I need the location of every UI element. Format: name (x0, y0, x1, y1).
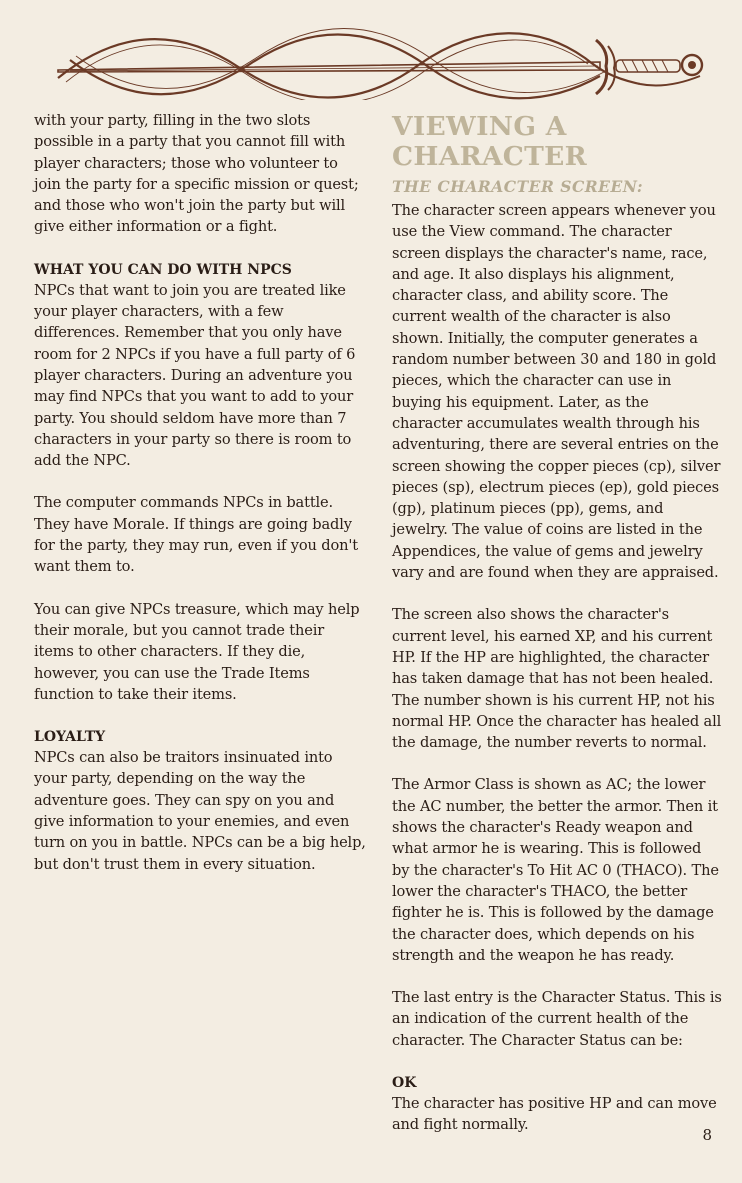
character-screen-paragraph: The character screen appears whenever you use the View command. The character screen displays the character's name, race, and age. It also displays his alignment, character class, and ability score. The current wealth of the character is also shown. Initially, the computer generates a random number between 30 and 180 in gold pieces, which the character can use in buying his equipment. Later, as the character accumulates wealth through his adventuring, there are several entries on the screen showing the copper pieces (cp), silver pieces (sp), electrum pieces (ep), gold pieces (gp), platinum pieces (pp), gems, and jewelry. The value of coins are listed in the Appendices, the value of gems and jewelry vary and are found when they are appraised. (392, 202, 721, 582)
status-ok-heading: OK (392, 1074, 417, 1091)
page-number: 8 (702, 1126, 712, 1144)
npc-battle-paragraph: The computer commands NPCs in battle. They have Morale. If things are going badly for the party, they may run, even if you don't want them to. (34, 494, 358, 576)
loyalty-paragraph: NPCs can also be traitors insinuated into your party, depending on the way the adventure goes. They can spy on you and give information to your enemies, and even turn on you in battle. NPCs can be a big help, but don't trust them in every situation. (34, 749, 366, 873)
status-ok-description: The character has positive HP and can move and fight normally. (392, 1094, 717, 1134)
character-status-paragraph: The last entry is the Character Status. This is an indication of the current health of the character. The Character Status can be: (392, 989, 722, 1049)
section-title: VIEWING A CHARACTER (392, 111, 588, 172)
intro-paragraph: with your party, filling in the two slots possible in a party that you cannot fill with player characters; those who volunteer to join the party for a specific mission or quest; and those who won't join the party but will give either information or a fight. (34, 112, 359, 236)
left-column (34, 110, 366, 875)
section-subtitle: THE CHARACTER SCREEN: (392, 177, 644, 196)
loyalty-heading: LOYALTY (34, 729, 106, 746)
sword-ribbon-ornament (40, 18, 720, 100)
armor-class-paragraph: The Armor Class is shown as AC; the lower the AC number, the better the armor. Then it shows the character's Ready weapon and what armor he is wearing. This is followed by the character's To Hit AC 0 (THACO). The lower the character's THACO, the better fighter he is. This is followed by the damage the character does, which depends on his strength and the weapon he has ready. (392, 776, 719, 964)
npc-treasure-paragraph: You can give NPCs treasure, which may help their morale, but you cannot trade their items to other characters. If they die, however, you can use the Trade Items function to take their items. (34, 600, 360, 703)
npc-join-paragraph: NPCs that want to join you are treated like your player characters, with a few differences. Remember that you only have room for 2 NPCs if you have a full party of 6 player characters. During an adventure you may find NPCs that you want to add to your party. You should seldom have more than 7 characters in your party so there is room to add the NPC. (34, 281, 356, 470)
right-column (392, 112, 722, 1136)
npc-actions-heading: WHAT YOU CAN DO WITH NPCS (34, 261, 292, 278)
level-hp-paragraph: The screen also shows the character's current level, his earned XP, and his current HP. If the HP are highlighted, the character has taken damage that has not been healed. The number shown is his current HP, not his normal HP. Once the character has healed all the damage, the number reverts to normal. (392, 606, 722, 752)
